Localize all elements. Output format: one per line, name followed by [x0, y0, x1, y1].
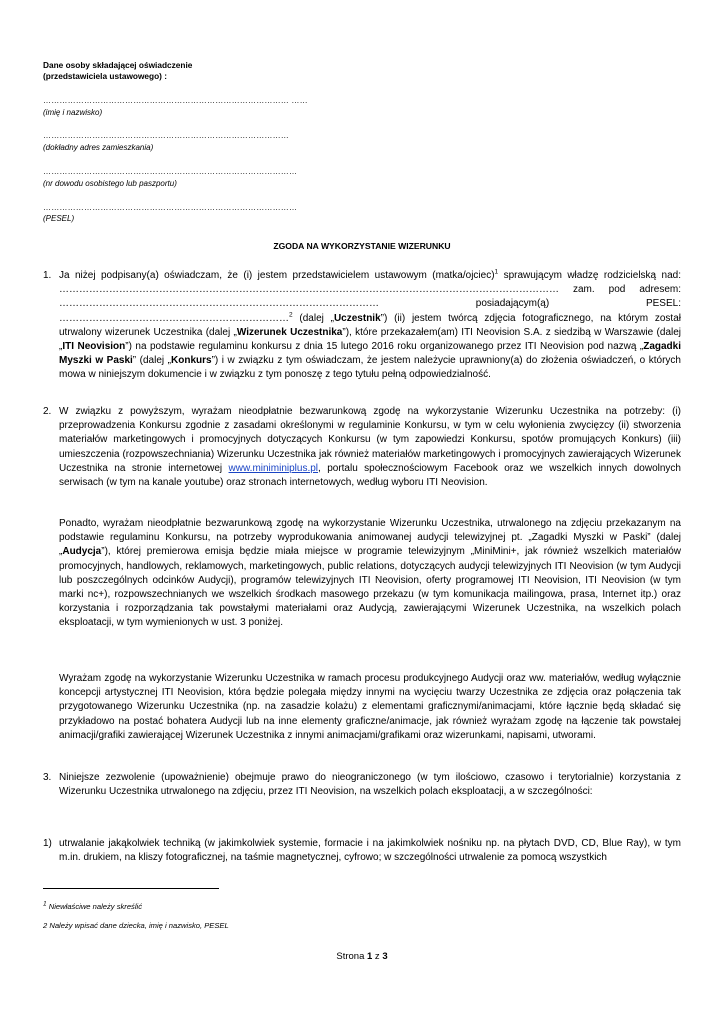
address-field-label: (dokładny adres zamieszkania) — [43, 143, 154, 152]
section-3-paragraph: Niniejsze zezwolenie (upoważnienie) obejmuje prawo do nieograniczonego (w tym ilościowo, czasowo i terytorialnie) korzystania z Wizerunku Uczestnika utrwalonego na zdjęciu, przez ITI Neovision, na wszelkich polach eksploatacji, a w szczególności: — [59, 772, 681, 798]
section-3-number: 3. — [43, 772, 52, 783]
document-title: ZGODA NA WYKORZYSTANIE WIZERUNKU — [273, 241, 451, 251]
section-2-paragraph-production: Wyrażam zgodę na wykorzystanie Wizerunku Uczestnika w ramach procesu produkcyjnego Audycji oraz ww. materiałów, według wyłącznie koncepcji artystycznej ITI Neovision, która będzie polegała między innymi na wycięciu twarzy Uczestnika ze zdjęcia oraz połączenia tak przygotowanego Wizerunku Uczestnika (np. na zasadzie kolażu) z elementami graficznymi/animacjami, które łącznie będą składać się przykładowo na postać bohatera Audycji lub na inne elementy graficzne/animacje, jak również wyrażam zgodę na łączenie tak powstałej animacji/grafiki zawierającej Wizerunek Uczestnika z innymi animacjami/grafikami oraz wizerunkami, napisami, utworami. — [59, 673, 681, 741]
footnote-1: $^1$ Niewłaściwe należy skreślić — [43, 900, 143, 911]
section-3-item-1-number: 1) — [43, 838, 52, 849]
declarant-header — [43, 60, 192, 82]
id-field-label: (nr dowodu osobistego lub paszportu) — [43, 179, 177, 188]
pesel-field-label: (PESEL) — [43, 214, 75, 223]
pesel-field-dots: ………………………………………………………………………………… — [43, 203, 298, 212]
footnote-separator — [43, 888, 219, 889]
name-field-label: (imię i nazwisko) — [43, 108, 103, 117]
id-field-dots: ………………………………………………………………………………… — [43, 167, 298, 176]
section-1-paragraph: Ja niżej podpisany(a) oświadczam, że (i) jestem przedstawicielem ustawowym (matka/ojciec)$^1$ sprawującym władzę rodzicielską nad: …………………………………………………………………………………………………………………………………… zam. pod adresem: …………………………………………………………………………………… posiadającym(ą) PESEL: ……………………………………………………………$^2$ (dalej „Uczestnik”) (ii) jestem twórcą zdjęcia fotograficznego, na którym został utrwalony wizerunek Uczestnika (dalej „Wizerunek Uczestnika”), które przekazałem(am) ITI Neovision S.A. z siedzibą w Warszawie (dalej „ITI Neovision”) na podstawie regulaminu konkursu z dnia 15 lutego 2016 roku organizowanego przez ITI Neovision pod nazwą „Zagadki Myszki w Paski” (dalej „Konkurs”) i w związku z tym oświadczam, że jestem należycie uprawniony(a) do złożenia oświadczeń, o których mowa w niniejszym dokumencie i w związku z tym ponoszę z tego tytułu pełną odpowiedzialność. — [59, 268, 682, 381]
section-1-number: 1. — [43, 270, 52, 281]
section-2-number: 2. — [43, 406, 52, 417]
section-2-paragraph-audycja: Ponadto, wyrażam nieodpłatnie bezwarunkową zgodę na wykorzystanie Wizerunku Uczestnika, utrwalonego na zdjęciu przekazanym na podstawie regulaminu Konkursu, na potrzeby wyprodukowania animowanej audycji telewizyjnej pt. „Zagadki Myszki w Paski” (dalej „Audycja”), której premierowa emisja będzie miała miejsce w programie telewizyjnym „MiniMini+, jak również wszelkich materiałów promocyjnych, handlowych, reklamowych, marketingowych, public relations, dotyczących audycji telewizyjnych ITI Neovision (w tym Audycji lub poszczególnych odcinków Audycji), programów telewizyjnych ITI Neovision, oferty programowej ITI Neovision, ITI Neovision (w tym marki nc+), rozpowszechnianych we wszelkich środkach masowego przekazu (w tym komunikacja mailingowa, prasa, Internet itp.) oraz korzystania i rozporządzania tak powstałymi materiałami oraz Audycją, zawierającymi Wizerunek Uczestnika, na wszelkich polach eksploatacji, w tym wymienionych w ust. 3 poniżej. — [59, 518, 681, 629]
name-field-dots: ……………………………………………………………………………… …… — [43, 96, 308, 105]
section-3-item-1-paragraph: utrwalanie jakąkolwiek techniką (w jakimkolwiek systemie, formacie i na jakimkolwiek nośniku np. na płytach DVD, CD, Blue Ray), w tym m.in. drukiem, na kliszy fotograficznej, na taśmie magnetycznej, cyfrowo; w szczególności utrwalenie za pomocą wszystkich — [59, 838, 681, 864]
declarant-header-line2: (przedstawiciela ustawowego) : — [43, 71, 168, 81]
section-2-paragraph: W związku z powyższym, wyrażam nieodpłatnie bezwarunkową zgodę na wykorzystanie Wizerunku Uczestnika na potrzeby: (i) przeprowadzenia Konkursu zgodnie z zasadami określonymi w regulaminie Konkursu, w tym w celu wyłonienia zwycięzcy (ii) stworzenia materiałów marketingowych i promocyjnych dotyczących Konkursu (w tym zapowiedzi Konkursu, spotów promujących Konkurs) (iii) umieszczenia (rozpowszechniania) Wizerunku Uczestnika jak również materiałów marketingowych i promocyjnych zawierających Wizerunek Uczestnika na stronie internetowej www.miniminiplus.pl, portalu społecznościowym Facebook oraz we wszelkich innych dowolnych serwisach (w tym na kanale youtube) oraz stronach internetowych, według wyboru ITI Neovision. — [59, 406, 681, 489]
declarant-header-line1: Dane osoby składającej oświadczenie — [43, 60, 193, 70]
footnote-2: 2 Należy wpisać dane dziecka, imię i nazwisko, PESEL — [43, 921, 229, 930]
miniminiplus-link[interactable]: www.miniminiplus.pl — [228, 462, 319, 474]
footnote-ref-2: 2 — [289, 311, 293, 319]
footnote-ref-1: 1 — [494, 268, 499, 276]
address-field-dots: ……………………………………………………………………………… — [43, 131, 289, 140]
page-number: Strona 1 z 3 — [336, 951, 388, 962]
